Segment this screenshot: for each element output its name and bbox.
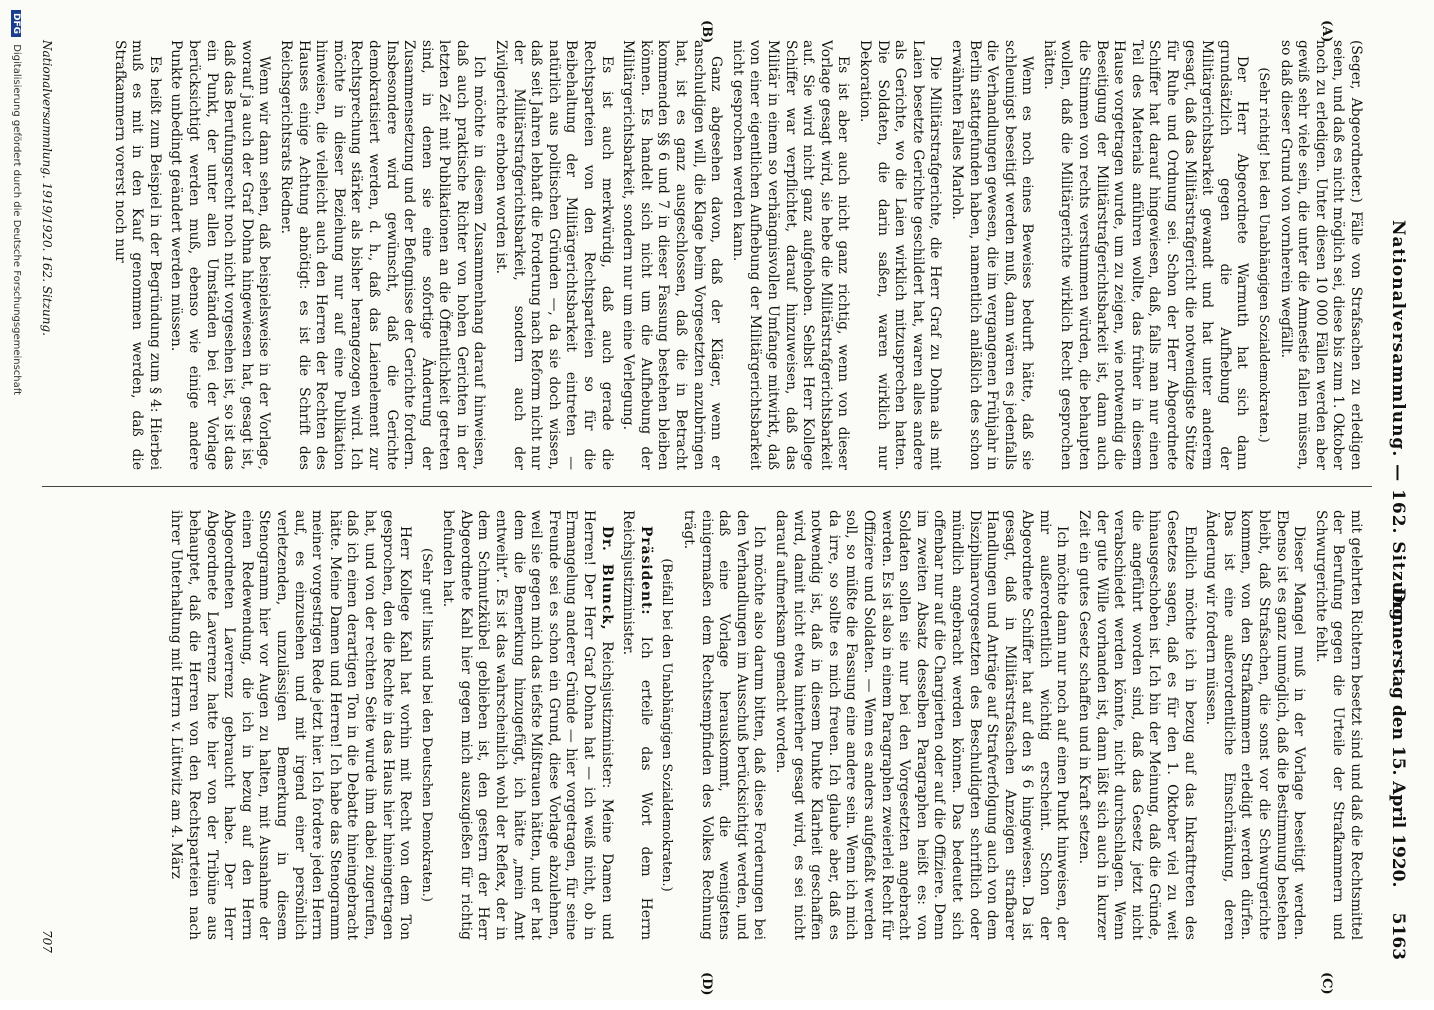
speaker-name: Dr. Blunck, — [598, 526, 615, 631]
paragraph: Herr Kollege Kahl hat vorhin mit Recht von dem Ton gesprochen, den die Rechte in das Haus hier hineingetragen hat, und von der rechten Seite wurde ihm dabei zugerufen, daß ich einen derartigen Ton in die Debatte hineingebracht hätte. Meine Damen und Herren! Ich habe das Stenogramm meiner vorgestrigen Rede jetzt hier. Ich fordere jeden Herrn auf, es einzusehen und mit irgend einer persönlich verletzenden, unzulässigen Bemerkung in diesem Stenogramm hier vor Augen zu halten, mit Ausnahme der einen Redewendung, die ich in bezug auf den Herrn Abgeordneten Laverrenz gebraucht habe. Der Herr Abgeordnete Laverrenz hatte hier von der Tribüne aus behauptet, daß die Herren von den Rechtsparteien nach ihrer Unterhaltung mit Herrn v. Lüttwitz am 4. März — [168, 510, 414, 940]
header-date: Donnerstag den 15. April 1920. — [1388, 588, 1408, 888]
header-title: Nationalversammlung. — 162. Sitzung. — [1388, 220, 1408, 629]
margin-letter-a: (A) — [1319, 20, 1334, 43]
paragraph: Wenn wir dann sehen, daß beispielsweise in der Vorlage, worauf ja auch der Graf Dohna hingewiesen hat, gesagt ist, daß das Berufungsrecht noch nicht vorgesehen ist, so ist das ein Punkt, der unter allen Umständen bei der Vorlage berücksichtigt werden muß, ebenso wie einige andere Punkte unbedingt geändert werden müssen. — [168, 40, 273, 470]
paragraph: (Seger, Abgeordneter.) Fälle von Strafsachen zu erledigen seien, und daß es nicht möglich sei, diese bis zum 1. Oktober noch zu erledigen. Unter diesen 10 000 Fällen werden aber gewiß sehr viele sein, die unter die Amnestie fallen müssen, so daß dieser Grund von vornherein wegfällt. — [1277, 40, 1364, 470]
speech-text: Ich erteile das Wort dem Herrn Reichsjustizminister. — [620, 510, 654, 940]
page-number: 5163 — [1388, 912, 1408, 960]
paragraph: Es heißt zum Beispiel in der Begründung zum § 4: Hierbei muß es mit in den Kauf genommen werden, daß die Strafkammern vorerst noch nur — [111, 40, 163, 470]
digitization-watermark — [4, 0, 22, 1010]
column-divider — [42, 486, 1372, 487]
margin-letter-d: (D) — [699, 972, 714, 996]
interjection: (Beifall bei den Unabhängigen Sozialdemokraten.) — [659, 558, 675, 892]
left-column — [34, 40, 1364, 470]
margin-letter-c: (C) — [1319, 972, 1334, 995]
paragraph: Die Militärstrafgerichte, die Herr Graf zu Dohna als mit Laien besetzte Gerichte geschildert hat, waren alles andere als Gerichte, wo die Laien wirklich mitzusprechen hatten. Die Soldaten, die darin saßen, waren wirklich nur Dekoration. — [856, 40, 944, 470]
paragraph: Endlich möchte ich in bezug auf das Inkrafttreten des Gesetzes sagen, daß es für den 1. Oktober viel zu weit hinausgeschoben ist. Ich bin der Meinung, daß die Gründe, die angeführt worden sind, daß das Gesetz jetzt nicht verabschiedet werden könnte, nicht durchschlagen. Wenn der gute Wille vorhanden ist, dann läßt sich auch in kurzer Zeit ein gutes Gesetz schaffen und in Kraft setzen. — [1076, 510, 1198, 940]
footer-sheet-number: 707 — [40, 930, 54, 953]
margin-letter-b: (B) — [699, 20, 714, 44]
dfg-logo: DFG — [11, 10, 21, 37]
paragraph: Es ist aber auch nicht ganz richtig, wenn von dieser Vorlage gesagt wird, sie hebe die Militärstrafgerichtsbarkeit auf. Sie wird nicht ganz aufgehoben. Selbst Herr Kollege Schiffer war verpflichtet, darauf hinzuweisen, daß das Militär in einem so verhängnisvollen Umfange mitwirkt, daß von einer eigentlichen Aufhebung der Militärgerichtsbarkeit nicht gesprochen werden kann. — [729, 40, 852, 470]
speaker-name: Präsident: — [637, 526, 654, 616]
watermark-text: Digitalisierung gefördert durch die Deutsche Forschungsgemeinschaft — [11, 44, 22, 396]
paragraph: Ich möchte dann nur noch auf einen Punkt hinweisen, der mir außerordentlich wichtig erscheint. Schon der Abgeordnete Schiffer hat auf den § 6 hingewiesen. Da ist gesagt, daß in Militärstrafsachen Anzeigen strafbarer Handlungen und Anträge auf Strafverfolgung auch von dem Disziplinarvorgesetzten des Beschuldigten schriftlich oder mündlich angebracht werden können. Das bedeutet sich offenbar nur auf die Chargierten oder auf die Offiziere. Denn im zweiten Absatz desselben Paragraphen heißt es: von Soldaten sollen sie nur bei den Vorgesetzten angebracht werden. Es ist also in einem Paragraphen zweierlei Recht für Offiziere und Soldaten. — Wenn es anders aufgefaßt werden soll, so müßte die Fassung eine andere sein. Wenn ich mich da irre, so sollte es mich freuen. Ich glaube aber, daß es notwendig ist, daß in diesem Punkte Klarheit geschaffen wird, damit nicht etwa hinterher gesagt wird, es sei nicht darauf aufmerksam gemacht worden. — [773, 510, 1071, 940]
paragraph: Ich möchte in diesem Zusammenhang darauf hinweisen, daß auch praktische Richter von hohen Gerichten in der letzten Zeit mit Publikationen an die Öffentlichkeit getreten sind, in denen sie eine sofortige Änderung der Zusammensetzung und der Befugnisse der Gerichte fordern. Insbesondere wird gewünscht, daß die Gerichte demokratisiert werden, d. h., daß das Laienelement zur Rechtsprechung stärker als bisher herangezogen wird. Ich möchte in dieser Beziehung nur auf eine Publikation hinweisen, die vielleicht auch den Herren der Rechten des Hauses einige Achtung abnötigt: es ist die Schrift des Reichsgerichtsrats Riedner. — [277, 40, 488, 470]
paragraph: Es ist auch merkwürdig, daß auch gerade die Rechtsparteien von den Rechtsparteien so für die Beibehaltung der Militärgerichtsbarkeit eintreten — natürlich aus politischen Gründen —, da sie doch wissen, daß seit Jahren lebhaft die Forderung nach Reform nicht nur der Militärstrafgerichtsbarkeit, sondern auch der Zivilgerichte erhoben worden ist. — [493, 40, 615, 470]
speech-text: Reichsjustizminister: Meine Damen und Herren! Der Herr Graf Dohna hat — ich weiß nicht, ob in Ermangelung anderer Gründe — hier vorgetragen, für seine Freunde sei es schon ein Grund, diese Vorlage abzulehnen, weil sie gegen mich das tiefste Mißtrauen hätten, und er hat dem die Bemerkung hinzugefügt, ich hätte „mein Amt entweiht“. Es ist das wahrscheinlich wohl der Reflex, der in dem Schmutzkübel geblieben ist, den gestern der Herr Abgeordnete Kahl hier gegen mich auszugießen für richtig befunden hat. — [440, 510, 615, 940]
paragraph: Ganz abgesehen davon, daß der Kläger, wenn er anschuldigen will, die Klage beim Vorgesetzten anzubringen hat, ist es ganz ausgeschlossen, daß die in Betracht kommenden §§ 6 und 7 in dieser Fassung bestehen bleiben können. Es handelt sich nicht um die Aufhebung der Militärgerichtsbarkeit, sondern nur um eine Verlegung. — [620, 40, 725, 470]
footer-session: Nationalversammlung. 1919/1920. 162. Sitzung. — [40, 40, 54, 336]
paragraph: Der Herr Abgeordnete Warmuth hat sich dann grundsätzlich gegen die Aufhebung der Militärgerichtsbarkeit gewandt und hat unter anderem gesagt, daß das Militärstrafgericht die notwendigste Stütze für Ruhe und Ordnung sei. Schon der Herr Abgeordnete Schiffer hat darauf hingewiesen, daß, falls man nur einen Teil des Materials anführen wollte, das früher in diesem Hause vorgetragen wurde, um zu zeigen, wie notwendig die Beseitigung der Militärstrafgerichtsbarkeit ist, dann auch die Stimmen von rechts verstummen würden, die behaupten wollen, daß die Militärgerichte wirklich Recht gesprochen hätten. — [1040, 40, 1251, 470]
paragraph: Wenn es noch eines Beweises bedurft hätte, daß sie schleunigst beseitigt werden muß, dann wären es jedenfalls die Verhandlungen gewesen, die im vergangenen Frühjahr in Berlin stattgefunden haben, namentlich anläßlich des schon erwähnten Falles Marloh. — [948, 40, 1036, 470]
page-header — [1380, 40, 1408, 960]
interjection: (Sehr gut! links und bei den Deutschen Demokraten.) — [418, 548, 434, 902]
paragraph: Ich möchte also darum bitten, daß diese Forderungen bei den Verhandlungen im Ausschuß berücksichtigt werden, und daß eine Vorlage herauskommt, die wenigstens einigermaßen dem Rechtsempfinden des Volkes Rechnung trägt. — [681, 510, 768, 940]
paragraph: mit gelehrten Richtern besetzt sind und daß die Rechtsmittel der Berufung gegen die Urteile der Strafkammern und Schwurgerichte fehlt. — [1312, 510, 1364, 940]
paragraph: Dieser Mangel muß in der Vorlage beseitigt werden. Ebenso ist es ganz unmöglich, daß die Bestimmung bestehen bleibt, daß Strafsachen, die sonst vor die Schwurgerichte kommen, von den Strafkammern erledigt werden dürfen. Das ist eine außerordentliche Einschränkung, deren Änderung wir fordern müssen. — [1203, 510, 1308, 940]
interjection: (Sehr richtig! bei den Unabhängigen Sozialdemokraten.) — [1256, 67, 1272, 443]
paragraph — [619, 510, 654, 940]
right-column — [34, 510, 1364, 940]
paragraph — [439, 510, 615, 940]
